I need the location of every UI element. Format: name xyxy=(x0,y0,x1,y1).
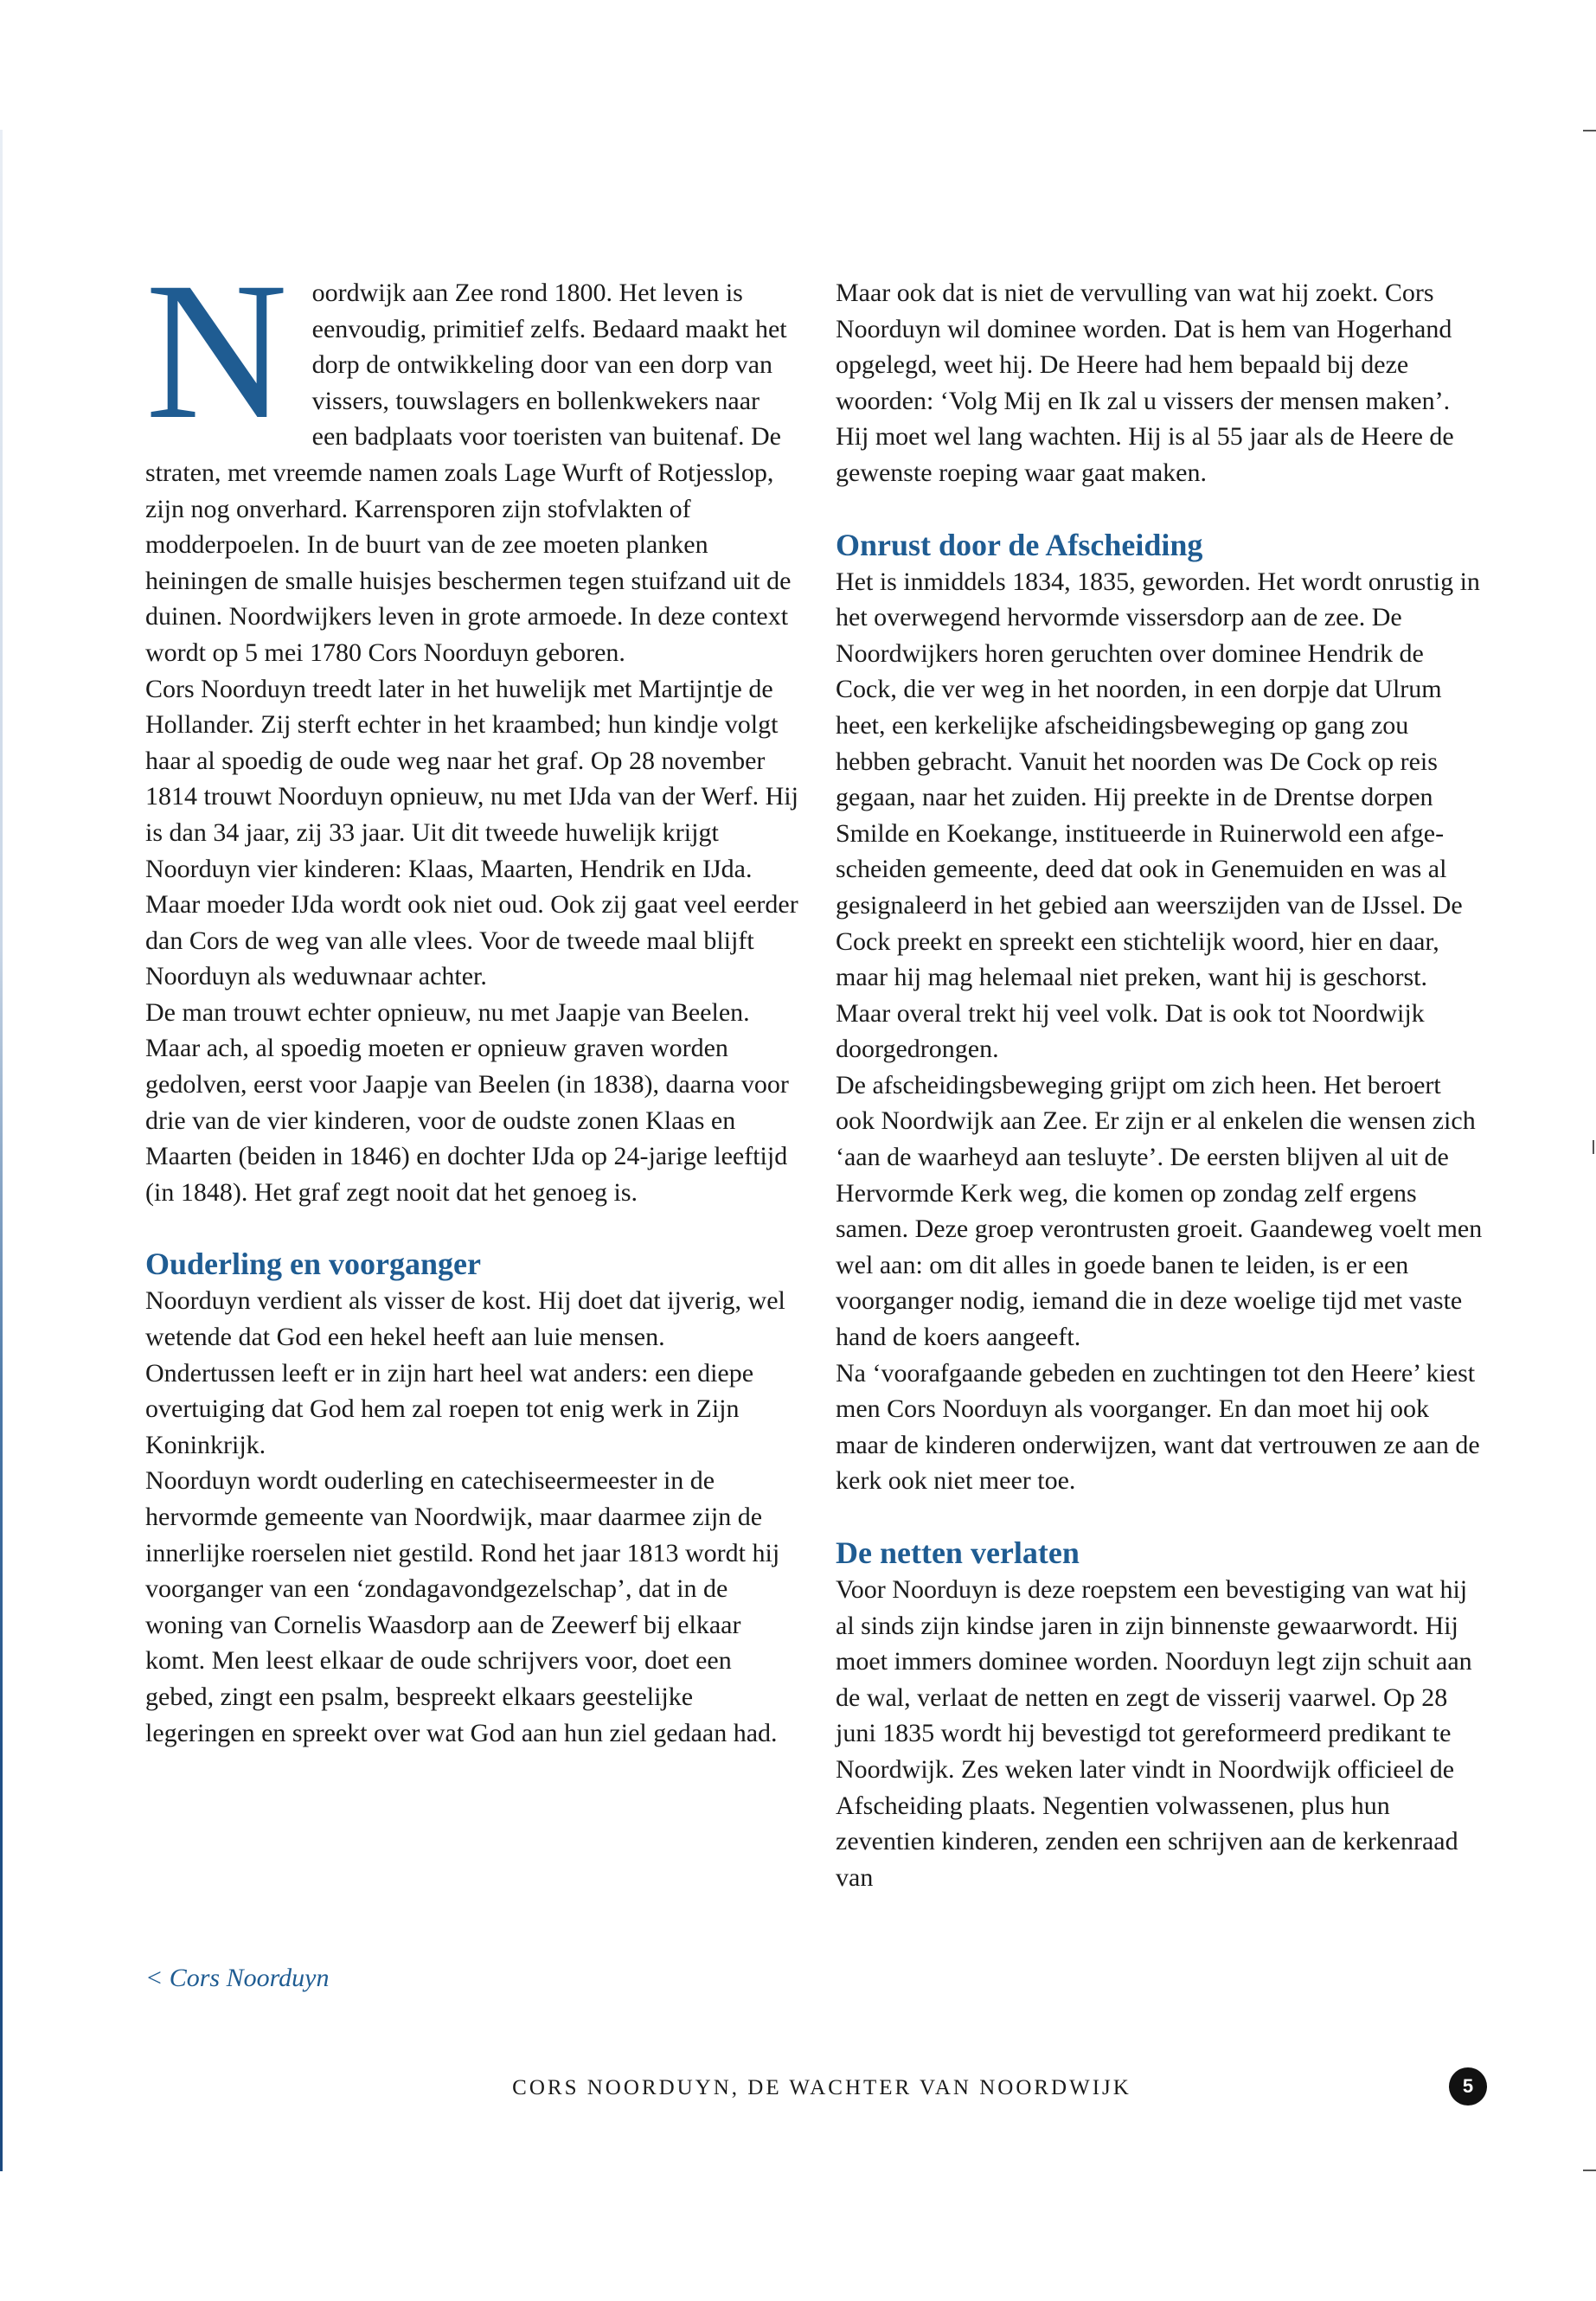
paragraph-marriages: Cors Noorduyn treedt later in het huwelijk met Martijntje de Hollander. Zij sterft echter in het kraambed; hun kindje volgt haar al spoedig de oude weg naar het graf. Op 28 november 1814 trouwt Noorduyn opnieuw, nu met IJda van der Werf. Hij is dan 34 jaar, zij 33 jaar. Uit dit tweede huwelijk krijgt Noorduyn vier kinderen: Klaas, Maarten, Hendrik en IJda. Maar moeder IJda wordt ook niet oud. Ook zij gaat veel eerder dan Cors de weg van alle vlees. Voor de tweede maal blijft Noorduyn als weduwnaar achter. xyxy=(145,674,798,991)
left-edge-color-bar xyxy=(0,130,3,2171)
left-column xyxy=(145,242,801,1751)
heading-afscheiding: Onrust door de Afscheiding xyxy=(836,527,1203,562)
intro-paragraph: oordwijk aan Zee rond 1800. Het leven is eenvoudig, primitief zelfs. Bedaard maakt het dorp de ontwikkeling door van een dorp van vissers, touwslagers en bollenkwekers naar een badplaats voor toeristen van buitenaf. De straten, met vreemde namen zoals Lage Wurft of Rotjesslop, zijn nog onverhard. Karrensporen zijn stofvlakten of modderpoelen. In de buurt van de zee moeten planken heiningen de smalle huisjes beschermen tegen stuifzand uit de duinen. Noordwijkers leven in grote armoede. In deze context wordt op 5 mei 1780 Cors Noorduyn geboren. xyxy=(145,279,792,667)
heading-netten: De netten verlaten xyxy=(836,1535,1080,1570)
crop-mark-top-right xyxy=(1583,130,1596,131)
paragraph-ordination: Voor Noorduyn is deze roepstem een bevestiging van wat hij al sinds zijn kindse jaren in zijn binnenste gewaarwordt. Hij moet immers dominee worden. Noorduyn legt zijn schuit aan de wal, verlaat de netten en zegt de visserij vaarwel. Op 28 juni 1835 wordt hij bevestigd tot gereformeerd predikant te Noordwijk. Zes weken later vindt in Noordwijk officieel de Afscheiding plaats. Negentien volwassenen, plus hun zeventien kinderen, zenden een schrijven aan de kerkenraad van xyxy=(836,1575,1472,1892)
paragraph-de-cock: Het is inmiddels 1834, 1835, geworden. Het wordt onrustig in het overwegend hervormde vissersdorp aan de zee. De Noordwijkers horen geruchten over dominee Hendrik de Cock, die ver weg in het noorden, in een dorpje dat Ulrum heet, een kerkelijke afscheidingsbeweging op gang zou hebben gebracht. Vanuit het noorden was De Cock op reis gegaan, naar het zuiden. Hij preekte in de Drentse dorpen Smilde en Koekange, institueerde in Ruinerwold een afgescheiden gemeente, deed dat ook in Genemuiden en was al gesignaleerd in het gebied aan weerszijden van de IJssel. De Cock preekt en spreekt een stichtelijk woord, hier en daar, maar hij mag helemaal niet preken, want hij is geschorst. Maar overal trekt hij veel volk. Dat is ook tot Noordwijk doorgedrongen. xyxy=(836,567,1480,1064)
right-column xyxy=(836,275,1486,1895)
paragraph-calling: Maar ook dat is niet de vervulling van wat hij zoekt. Cors Noorduyn wil dominee worden. Dat is hem van Hogerhand opgelegd, weet hij. De Heere had hem bepaald bij deze woorden: ‘Volg Mij en Ik zal u vissers der mensen maken’. Hij moet wel lang wachten. Hij is al 55 jaar als de Heere de gewenste roeping waar gaat maken. xyxy=(836,279,1454,487)
heading-ouderling: Ouderling en voorganger xyxy=(145,1247,481,1282)
paragraph-elder: Noorduyn wordt ouderling en catechiseermeester in de hervormde gemeente van Noordwijk, maar daarmee zijn de innerlijke roerselen niet gestild. Rond het jaar 1813 wordt hij voorganger van een ‘zondagavondgezelschap’, dat in de woning van Cornelis Waasdorp aan de Zeewerf bij elkaar komt. Men leest elkaar de oude schrijvers voor, doet een gebed, zingt een psalm, bespreekt elkaars geestelijke legeringen en spreekt over wat God aan hun ziel gedaan had. xyxy=(145,1466,780,1747)
paragraph-graves: De man trouwt echter opnieuw, nu met Jaapje van Beelen. Maar ach, al spoedig moeten er opnieuw graven worden gedolven, eerst voor Jaapje van Beelen (in 1838), daarna voor drie van de vier kinderen, voor de oudste zonen Klaas en Maarten (beiden in 1846) en dochter IJda op 24-jarige leeftijd (in 1848). Het graf zegt nooit dat het genoeg is. xyxy=(145,997,789,1207)
running-footer-title: CORS NOORDUYN, DE WACHTER VAN NOORDWIJK xyxy=(512,2076,1131,2099)
page-number-badge: 5 xyxy=(1449,2067,1487,2106)
paragraph-movement: De afscheidingsbeweging grijpt om zich heen. Het beroert ook Noordwijk aan Zee. Er zijn er al enkelen die wensen zich ‘aan de waarheyd aan tesluyte’. De eersten blijven al uit de Hervormde Kerk weg, die komen op zondag zelf ergens samen. Deze groep verontrusten groeit. Gaandeweg voelt men wel aan: om dit alles in goede banen te leiden, is er een voorganger nodig, iemand die in deze woelige tijd met vaste hand de koers aangeeft. xyxy=(836,1070,1483,1352)
photo-caption: < Cors Noorduyn xyxy=(145,1964,330,1992)
paragraph-chosen: Na ‘voorafgaande gebeden en zuchtingen tot den Heere’ kiest men Cors Noorduyn als voorganger. En dan moet hij ook maar de kinderen onderwijzen, want dat vertrouwen ze aan de kerk ook niet meer toe. xyxy=(836,1358,1480,1496)
crop-mark-bottom-right xyxy=(1583,2170,1596,2171)
drop-cap: N xyxy=(145,242,288,460)
paragraph-fisherman: Noorduyn verdient als visser de kost. Hij doet dat ijverig, wel wetende dat God een hekel heeft aan luie mensen. Ondertussen leeft er in zijn hart heel wat anders: een diepe overtuiging dat God hem zal roepen tot enig werk in Zijn Koninkrijk. xyxy=(145,1286,785,1459)
crop-mark-middle-right xyxy=(1593,1140,1594,1154)
